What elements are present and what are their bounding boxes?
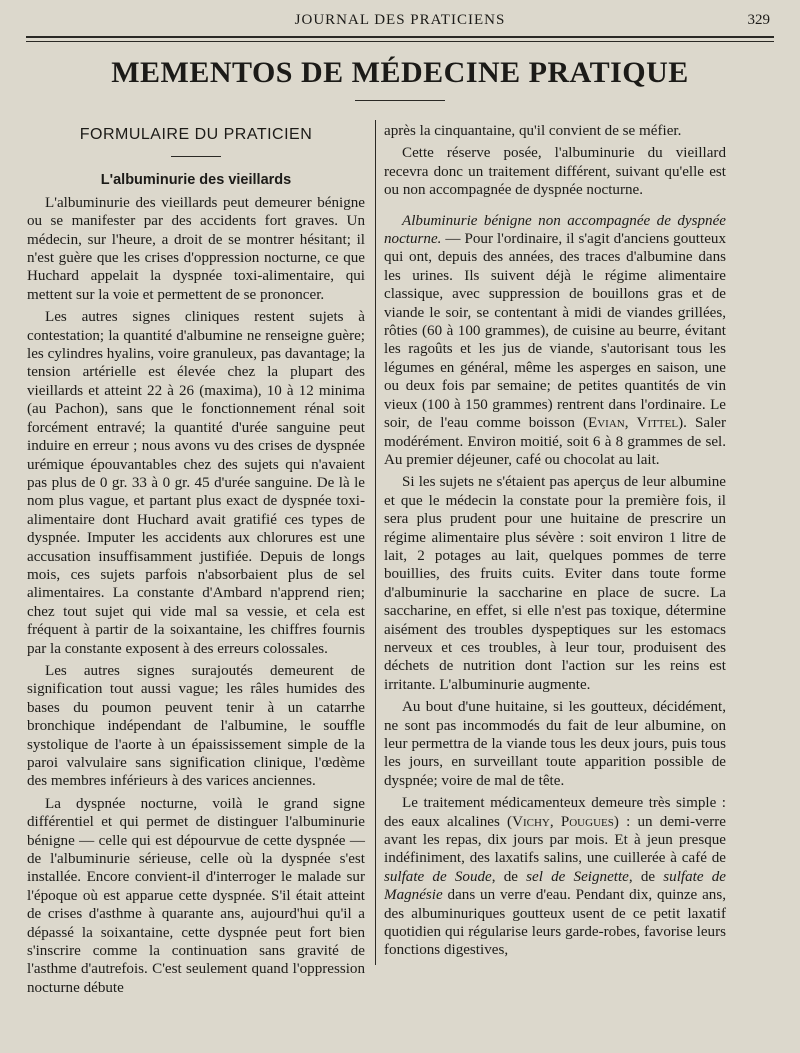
paragraph: Les autres signes cliniques restent sujets à contestation; la quantité d'albumine ne renseigne guère; les cylindres hyalins, voire granuleux, pas davantage; la tension artérielle est élevée chez la plupart des vieillards et atteint 22 à 26 (maxima), 10 à 12 minima (au Pachon), sans que le fonctionnement rénal soit forcément entravé; la quantité d'urée sanguine peut induire en erreur ; nous avons vu des crises de dyspnée urémique épouvantables chez des sujets qui n'avaient pas plus de 0 gr. 33 à 0 gr. 45 d'urée sanguine. De là le nom plus vague, et partant plus exact de dyspnée toxi-alimentaire dont Huchard avait gratifié ces types de dyspnée. Imputer les accidents aux chlorures est une accusation insuffisamment justifiée. Depuis de longs mois, ces sujets parfois n'absorbaient plus de sel alimentaires. La constante d'Ambard n'apprend rien; chez tout sujet qui vide mal sa vessie, et cela est fréquent à partir de la soixantaine, les chiffres fournis par la constante exposent à des erreurs colossales. bbox=[27, 309, 365, 657]
rubric-rule bbox=[171, 156, 221, 157]
paragraph: après la cinquantaine, qu'il convient de se méfier. bbox=[384, 123, 682, 139]
paragraph: Au bout d'une huitaine, si les goutteux, décidément, ne sont pas incommodés du fait de leur albumine, on leur permettra de la viande tous les deux jours, puis tous les jours, en surveillant toute apparition possible de dyspnée; voire de mal de tête. bbox=[384, 699, 726, 789]
brand-name: Vittel bbox=[636, 415, 679, 432]
paragraph: L'albuminurie des vieillards peut demeurer bénigne ou se manifester par des accidents fort graves. Un médecin, sur l'heure, a droit de se montrer hésitant; il n'est guère que les crises d'oppression nocturne, ce que Huchard appelait la dyspnée toxi-alimentaire, qui mettent sur la voie et permettent de se prononcer. bbox=[27, 194, 365, 303]
brand-name: Pougues bbox=[560, 813, 614, 830]
subheading-italic: Albuminurie bénigne non accompagnée de dyspnée nocturne. bbox=[384, 212, 726, 248]
spacer bbox=[384, 204, 726, 212]
text-run: — Pour l'ordinaire, il s'agit d'anciens goutteux qui ont, depuis des années, des traces d'albumine dans les urines. Ils suivent déjà le régime alimentaire classique, avec suppression de bouillons gras et de viande le soir, se contentant à midi de viandes grillées, rôties (60 à 100 grammes), de cuisine au beurre, évitant les ragoûts et les jus de viande, s'autorisant tous les légumes en général, même les asperges en saison, une ou deux fois par semaine; de petites quantités de vin vieux (100 à 150 grammes) rentrent dans l'ordinaire. Le soir, de l'eau comme boisson ( bbox=[384, 231, 726, 432]
running-head: JOURNAL DES PRATICIENS bbox=[294, 12, 506, 28]
header-rule-thin bbox=[26, 41, 774, 42]
paragraph bbox=[384, 212, 726, 470]
text-run: , bbox=[549, 813, 561, 830]
text-run: ) : un demi-verre avant les repas, dix jours par mois. Et à jeun presque indéfiniment, des laxatifs salins, une cuillerée à café de bbox=[384, 813, 726, 867]
paragraph: Les autres signes surajoutés demeurent de signification tout aussi vague; les râles humides des bases du poumon peuvent tenir à un catarrhe bronchique indépendant de l'albumine, le souffle systolique de l'aorte à un épaississement simple de la paroi valvulaire sans signification clinique, l'œdème des membres inférieurs à des varices anciennes. bbox=[27, 662, 365, 790]
text-run: , bbox=[624, 415, 637, 432]
header-rule bbox=[26, 36, 774, 38]
text-run: dans un verre d'eau. Pendant dix, quinze ans, des albuminuriques goutteux usent de ce petit laxatif quotidien qui régularise leurs garde-robes, favorise leurs fonctions digestives, bbox=[384, 887, 726, 959]
right-column bbox=[384, 122, 726, 964]
section-title: MEMENTOS DE MÉDECINE PRATIQUE bbox=[111, 56, 689, 89]
rubric-heading: FORMULAIRE DU PRATICIEN bbox=[79, 126, 313, 143]
paragraph bbox=[384, 794, 726, 960]
title-rule bbox=[355, 100, 445, 101]
column-divider bbox=[375, 120, 376, 965]
brand-name: Vichy bbox=[512, 813, 550, 830]
page-number: 329 bbox=[747, 12, 770, 28]
text-run: , de bbox=[628, 868, 664, 885]
italic-term: sel de Seignette bbox=[526, 868, 629, 885]
left-column bbox=[27, 122, 365, 1001]
text-run: ). Saler modérément. Environ moitié, soit 6 à 8 grammes de sel. Au premier déjeuner, café ou chocolat au lait. bbox=[384, 415, 726, 468]
paragraph: Cette réserve posée, l'albuminurie du vieillard recevra donc un traitement différent, suivant qu'elle est ou non accompagnée de dyspnée nocturne. bbox=[384, 145, 726, 199]
italic-term: sulfate de Magnésie bbox=[384, 868, 726, 904]
brand-name: Evian bbox=[588, 415, 625, 432]
article-title: L'albuminurie des vieillards bbox=[100, 172, 292, 189]
text-run: Le traitement médicamenteux demeure très simple : des eaux alcalines ( bbox=[384, 795, 726, 830]
italic-term: sulfate de Soude bbox=[384, 868, 492, 885]
paragraph: Si les sujets ne s'étaient pas aperçus de leur albumine et que le médecin la constate pour la première fois, il sera plus prudent pour une huitaine de prescrire un régime alimentaire plus sévère : soit environ 1 litre de lait, 2 potages au lait, quelques pommes de terre bouillies, des fruits cuits. Eviter dans toute forme d'albuminurie la saccharine en place de sucre. La saccharine, en effet, si elle n'est pas toxique, détermine aisément des troubles dyspeptiques sur les estomacs nerveux et ces troubles, à leur tour, produisent des déchets de nutrition dont l'action sur les reins est irritante. L'albuminurie augmente. bbox=[384, 474, 726, 693]
text-run: , de bbox=[491, 868, 527, 885]
paragraph: La dyspnée nocturne, voilà le grand signe différentiel et qui permet de distinguer l'albuminurie bénigne — celle qui est dépourvue de cette dyspnée — de l'albuminurie sérieuse, celle où la dyspnée s'est installée. Encore convient-il d'interroger le malade sur l'époque où est apparue cette dyspnée. S'il était atteint de crises d'asthme à quarante ans, aujourd'hui qu'il a dépassé la soixantaine, cette dyspnée peut fort bien s'inscrire comme la continuation sans gravité de l'asthme d'autrefois. C'est seulement quand l'oppression nocturne débute bbox=[27, 795, 365, 996]
